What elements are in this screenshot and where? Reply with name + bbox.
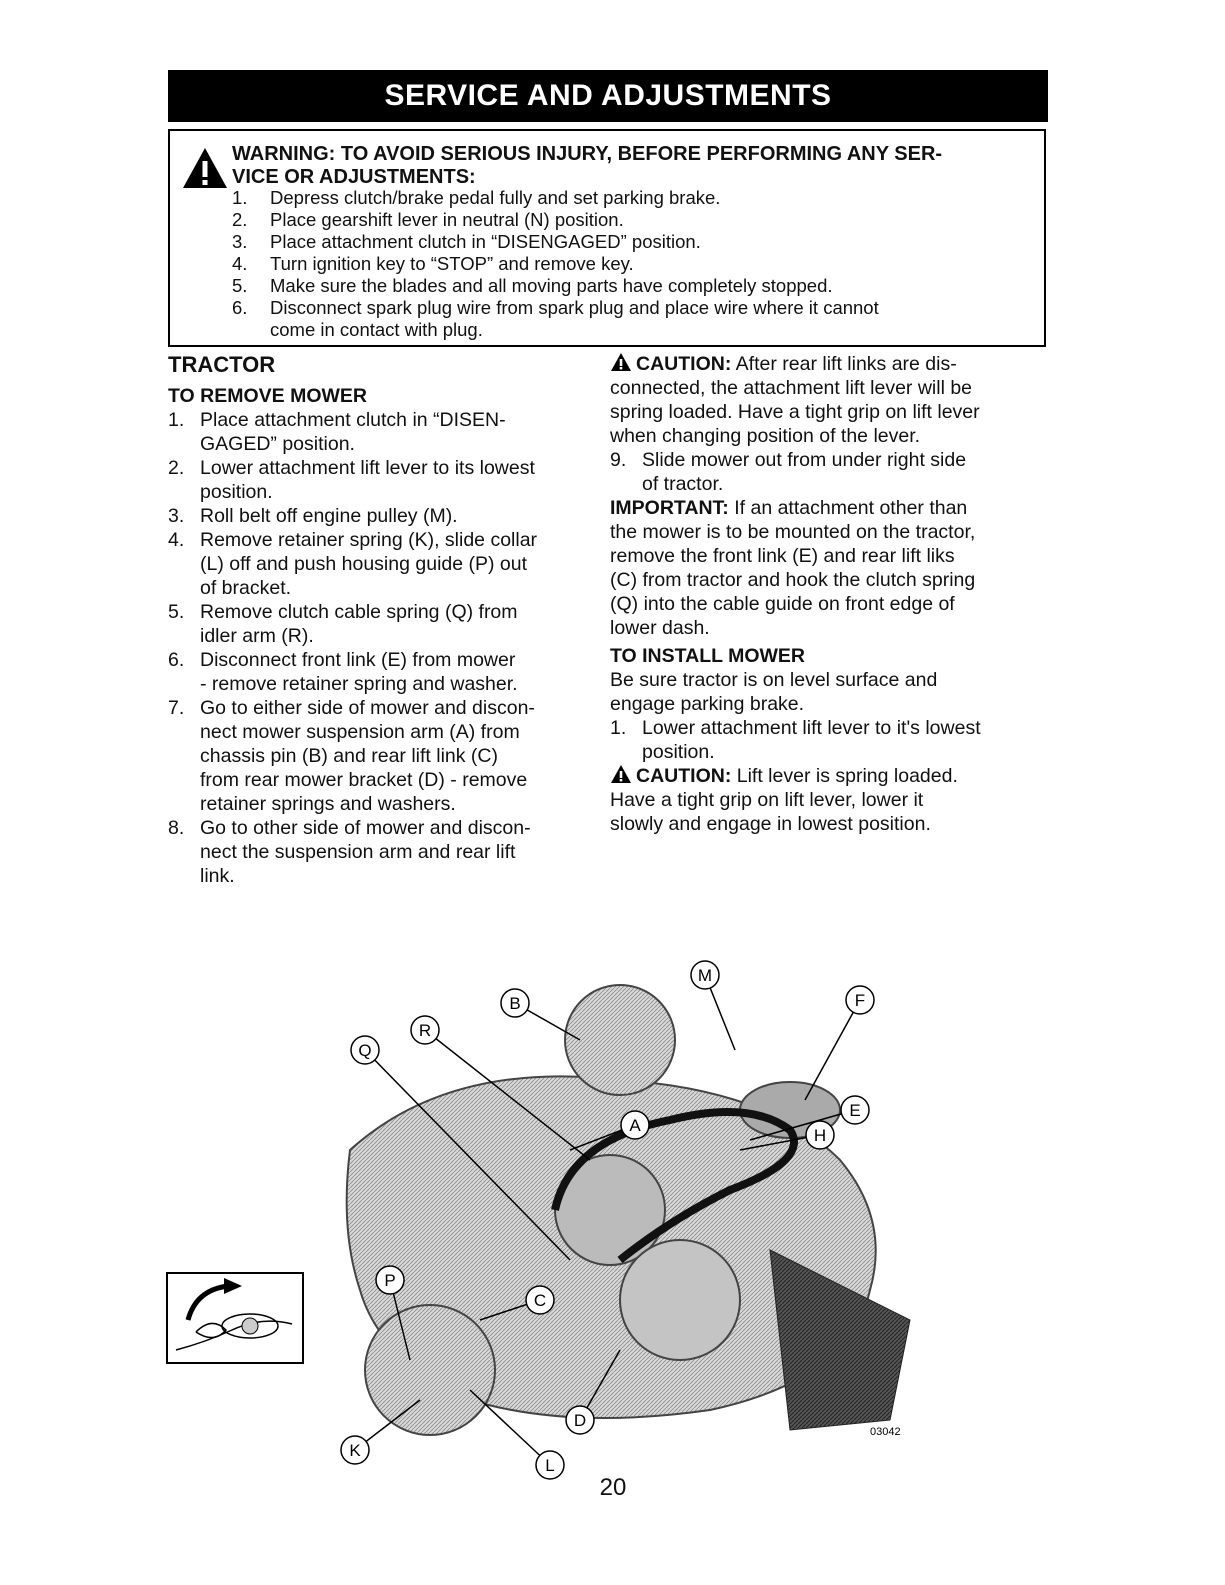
callout-label: H bbox=[813, 1126, 827, 1145]
callout-leader-line bbox=[805, 1000, 860, 1100]
warning-item: 1. Depress clutch/brake pedal fully and set parking brake. bbox=[232, 187, 721, 208]
page-title: SERVICE AND ADJUSTMENTS bbox=[384, 79, 832, 112]
callout-label: R bbox=[418, 1021, 432, 1040]
warning-triangle-icon bbox=[182, 146, 228, 190]
caution-triangle-icon bbox=[610, 764, 632, 784]
right-column: CAUTION: After rear lift links are dis- connected, the attachment lift lever will be spring loaded. Have a tight grip on lift lever when changing position of the lever. 9. Slide mower out from under right side of tractor. IMPORTANT: If an attachment other than the mower is to be mounted on the tractor, remove the front link (E) and rear lift liks (C) from tractor and hook the clutch spring (Q) into the cable guide on front edge of lower dash. TO INSTALL MOWER Be sure tractor is on level surface and engage parking brake. 1. Lower attachment lift lever to it's lowest position. CAUTION: Lift lever is spring loaded. Have a tight grip on lift lever, lower it slowly and engage in lowest position. bbox=[610, 352, 1050, 836]
warning-item: 4. Turn ignition key to “STOP” and remove key. bbox=[232, 253, 634, 274]
remove-steps-list bbox=[168, 408, 598, 888]
important-paragraph: IMPORTANT: If an attachment other than bbox=[610, 497, 968, 519]
warning-item: 5. Make sure the blades and all moving parts have completely stopped. bbox=[232, 275, 833, 296]
subsection-title: TO REMOVE MOWER bbox=[168, 385, 367, 407]
callout-label: L bbox=[545, 1456, 555, 1475]
list-item: 2. Lower attachment lift lever to its lowest position. bbox=[168, 457, 535, 503]
mower-deck-diagram bbox=[150, 960, 930, 1480]
list-item: 1. Place attachment clutch in “DISEN- GAGED” position. bbox=[168, 409, 506, 455]
subsection-title: TO INSTALL MOWER bbox=[610, 645, 805, 667]
warning-heading: WARNING: TO AVOID SERIOUS INJURY, BEFORE PERFORMING ANY SER- VICE OR ADJUSTMENTS: bbox=[232, 143, 943, 188]
warning-item-continuation: come in contact with plug. bbox=[270, 319, 483, 340]
callout-label: A bbox=[629, 1116, 641, 1135]
left-column bbox=[168, 352, 598, 888]
list-item: 6. Disconnect front link (E) from mower - remove retainer spring and washer. bbox=[168, 649, 518, 695]
callout-label: C bbox=[533, 1291, 547, 1310]
list-item: 7. Go to either side of mower and discon- nect mower suspension arm (A) from chassis pin (B) and rear lift link (C) from rear mower bracket (D) - remove retainer springs and washers. bbox=[168, 697, 535, 815]
list-item: 4. Remove retainer spring (K), slide collar (L) off and push housing guide (P) out of bracket. bbox=[168, 529, 538, 599]
caution-paragraph: CAUTION: Lift lever is spring loaded. bbox=[610, 764, 1050, 788]
warning-item: 3. Place attachment clutch in “DISENGAGED” position. bbox=[232, 231, 701, 252]
callout-label: M bbox=[697, 966, 713, 985]
list-item: 1. Lower attachment lift lever to it's lowest position. bbox=[610, 717, 981, 763]
caution-triangle-icon bbox=[610, 352, 632, 372]
warning-item: 6. Disconnect spark plug wire from spark plug and place wire where it cannot bbox=[232, 297, 879, 318]
callout-label: F bbox=[854, 991, 866, 1010]
callout-label: P bbox=[384, 1271, 396, 1290]
figure-code: 03042 bbox=[870, 1426, 901, 1438]
section-title: TRACTOR bbox=[168, 352, 276, 377]
callout-label: E bbox=[849, 1101, 861, 1120]
list-item: 9. Slide mower out from under right side of tractor. bbox=[610, 449, 967, 495]
callout-label: D bbox=[573, 1411, 587, 1430]
warning-item: 2. Place gearshift lever in neutral (N) position. bbox=[232, 209, 624, 230]
list-item: 3. Roll belt off engine pulley (M). bbox=[168, 505, 458, 527]
warning-box bbox=[168, 129, 1046, 347]
section-banner bbox=[168, 70, 1048, 122]
callout-label: B bbox=[509, 994, 521, 1013]
caution-paragraph: CAUTION: After rear lift links are dis- bbox=[610, 352, 1050, 376]
callout-label: K bbox=[349, 1441, 361, 1460]
list-item: 5. Remove clutch cable spring (Q) from idler arm (R). bbox=[168, 601, 518, 647]
callout-label: Q bbox=[358, 1041, 372, 1060]
page-number: 20 bbox=[599, 1474, 627, 1501]
list-item: 8. Go to other side of mower and discon- nect the suspension arm and rear lift link. bbox=[168, 817, 531, 887]
